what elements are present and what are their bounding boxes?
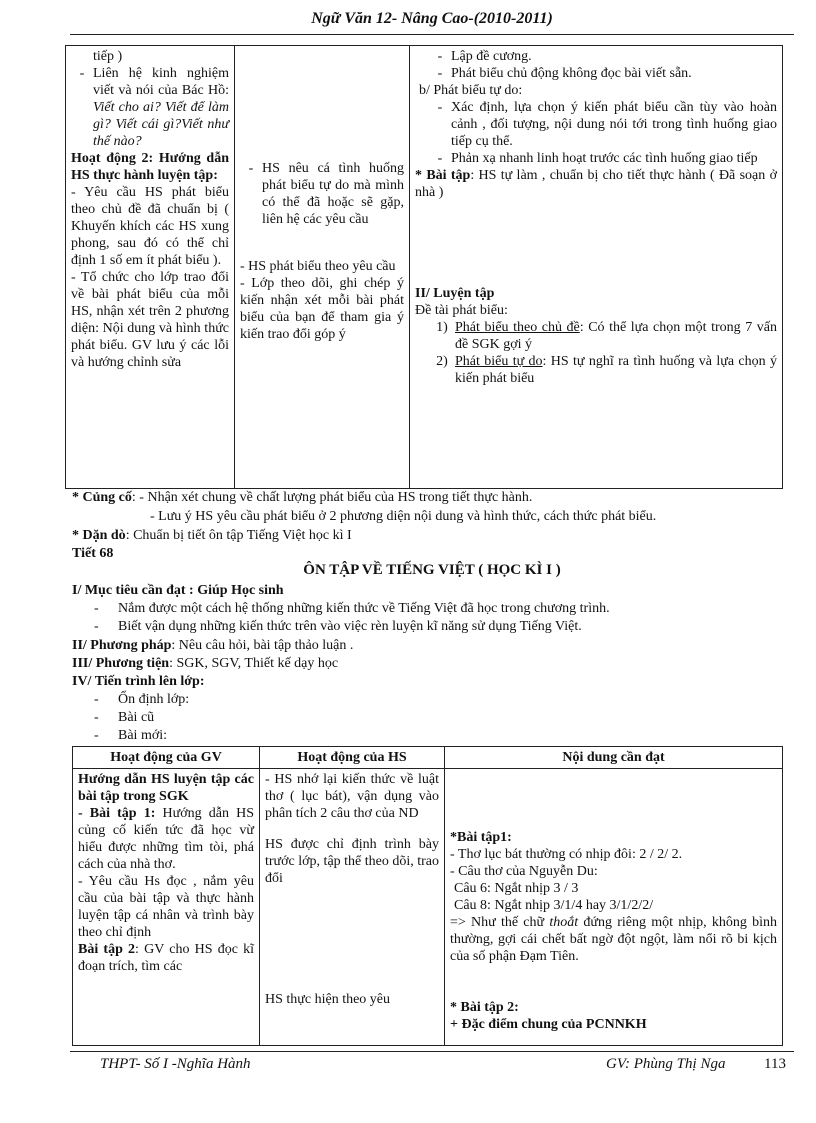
means-text: : SGK, SGV, Thiết kế dạy học [169,656,339,671]
exercise-text: : HS tự làm , chuẩn bị cho tiết thực hành ( Đã soạn ở nhà ) [415,168,777,200]
consolidate-line-2: - Lưu ý HS yêu cầu phát biểu ở 2 phương diện nội dung và hình thức, cách thức phát biểu. [150,509,657,524]
exercise-note [415,167,777,201]
list-item [415,319,777,353]
objectives-heading: I/ Mục tiêu cần đạt : Giúp Học sinh [72,583,284,598]
content-line: Câu 8: Ngắt nhịp 3/1/4 hay 3/1/2/2/ [454,898,654,913]
list-item: - Xác định, lựa chọn ý kiến phát biểu cần tùy vào hoàn cảnh , đối tượng, nội dung nói tới trong tình huống giao tiếp cụ thể. [437,100,777,149]
topic-2-title: Phát biểu tự do [455,354,543,369]
content-line: Câu 6: Ngắt nhịp 3 / 3 [454,881,579,896]
exercise-1-request: - Yêu cầu Hs đọc , nắm yêu cầu của bài tập và thực hành luyện tập cá nhân và trình bày theo chỉ định [78,874,254,940]
footer-divider [70,1051,794,1052]
italic-questions: Viết cho ai? Viết để làm gì? Viết cái gì?Viết như thế nào? [93,100,229,149]
objective-text: Biết vận dụng những kiến thức trên vào việc rèn luyện kĩ năng sử dụng Tiếng Việt. [118,619,582,634]
student-activity-1: - HS nhớ lại kiến thức về luật thơ ( lục bát), vận dụng vào phân tích 2 câu thơ của ND [265,772,439,821]
teacher-instruction-2: - Tổ chức cho lớp trao đổi về bài phát biểu của mỗi HS, nhận xét trên 2 phương diện: Nội dung và hình thức phát biểu. GV lưu ý các lỗi và hướng chỉnh sửa [71,270,229,370]
method-text: : Nêu câu hỏi, bài tập thảo luận . [171,638,354,653]
footer-teacher: GV: Phùng Thị Nga [606,1056,726,1072]
exercise-1-guidance [78,805,254,873]
method-label: II/ Phương pháp [72,638,172,653]
homework-label: * Dặn dò [72,528,126,543]
table-row [66,46,783,489]
objective-text: Nắm được một cách hệ thống những kiến thức về Tiếng Việt đã học trong chương trình. [118,601,610,616]
table-header-row [73,747,783,769]
consolidate-line-1 [72,489,532,507]
column-header: Hoạt động của GV [73,747,260,769]
italic-word: thoắt [549,915,579,930]
list-item: - HS nêu cá tình huống phát biểu tự do mà mình có thể đã hoặc sẽ gặp, liên hệ các yêu cầu [248,161,404,227]
teacher-activity-cell [73,769,260,1046]
lesson-label: Tiết 68 [72,546,114,561]
content-cell [410,46,783,489]
student-activity-1: HS nêu cá tình huống phát biểu tự do mà mình có thể đã hoặc sẽ gặp, liên hệ các yêu cầu [262,161,404,227]
topic-2-text: : HS tự nghĩ ra tình huống và lựa chọn ý kiến phát biểu [455,354,777,386]
objective-item: - Nắm được một cách hệ thống những kiến thức về Tiếng Việt đã học trong chương trình. [94,601,610,616]
student-activity-cell [235,46,410,489]
list-number: 1) [436,320,448,335]
footer-school: THPT- Số I -Nghĩa Hành [100,1056,251,1072]
exercise-2-text: : GV cho HS đọc kĩ đoạn trích, tìm các [78,942,254,974]
list-number: 2) [436,354,448,369]
exercise-label: * Bài tập [415,168,471,183]
practice-heading: II/ Luyện tập [415,286,495,301]
bullet-text: Lập đề cương. [451,49,532,64]
exercise-1-title: *Bài tập1: [450,830,512,845]
conclusion-text: => Như thế chữ [450,915,550,930]
content-line: - Câu thơ của Nguyễn Du: [450,864,598,879]
student-activity-2: - HS phát biểu theo yêu cầu [240,259,396,274]
student-activity-3: HS thực hiện theo yêu [265,992,391,1007]
list-item-text: Liên hệ kinh nghiệm viết và nói của Bác Hồ: [93,66,229,98]
bullet-text: Phản xạ nhanh linh hoạt trước các tình huống giao tiếp [451,151,758,166]
guidance-title: Hướng dẫn HS luyện tập các bài tập trong SGK [78,772,254,804]
exercise-2-guidance [78,941,254,975]
page-header-title: Ngữ Văn 12- Nâng Cao-(2010-2011) [311,10,553,27]
teacher-instruction-1: - Yêu cầu HS phát biểu theo chủ đề đã chuẩn bị ( Khuyến khích các HS xung phong, sau đó có thể chỉ định 1 số em ít phát biểu ). [71,185,229,268]
student-activity-2: HS được chỉ định trình bày trước lớp, tập thể theo dõi, trao đổi [265,837,440,886]
homework-text: : Chuẩn bị tiết ôn tập Tiếng Việt học kì I [125,528,352,543]
column-header: Hoạt động của HS [260,747,445,769]
procedure-step-text: Ổn định lớp: [118,692,190,707]
consolidate-text: : - Nhận xét chung về chất lượng phát biểu của HS trong tiết thực hành. [131,490,533,505]
content-cell [445,769,783,1046]
exercise-1-label: - Bài tập 1: [78,806,156,821]
topic-1-title: Phát biểu theo chủ đề [455,320,580,335]
activity-table-1 [65,45,783,489]
exercise-1-text: Hướng dẫn HS củng cố kiến tức đã học vừ hiểu được những tìm tòi, phá cách của nhà thơ. [78,806,254,872]
list-item: - Lập đề cương. [415,48,777,65]
sub-heading: b/ Phát biểu tự do: [419,83,523,98]
exercise-2-title: * Bài tập 2: [450,1000,519,1015]
list-item: - Liên hệ kinh nghiệm viết và nói của Bác Hồ: Viết cho ai? Viết để làm gì? Viết cái gì?Viết như thế nào? [79,66,229,149]
topic-label: Đề tài phát biểu: [415,303,508,318]
method-line [72,637,353,655]
procedure-step-text: Bài cũ [118,710,155,725]
exercise-2-label: Bài tập 2 [78,942,136,957]
table-row [73,769,783,1046]
topic-1-text: : Có thể lựa chọn một trong 7 vấn đề SGK gợi ý [455,320,778,352]
student-activity-3: - Lớp theo dõi, ghi chép ý kiến nhận xét mỗi bài phát biểu của bạn để tham gia ý kiến trao đổi góp ý [240,276,404,342]
page-number: 113 [764,1056,786,1072]
content-line: + Đặc điểm chung của PCNNKH [450,1017,647,1032]
content-conclusion [450,914,777,965]
lesson-title: ÔN TẬP VỀ TIẾNG VIỆT ( HỌC KÌ I ) [303,562,561,578]
bullet-text: Xác định, lựa chọn ý kiến phát biểu cần tùy vào hoàn cảnh , đối tượng, nội dung nói tới trong tình huống giao tiếp cụ thể. [451,100,777,149]
conclusion-text: đứng riêng một nhịp, không bình thường, gợi cái chết bất ngờ đột ngột, làm nổi rõ bi kịch của số phận Đạm Tiên. [450,915,777,964]
activity-table-2 [72,746,783,1046]
means-line [72,655,338,673]
procedure-step: - Bài cũ [94,710,155,725]
homework-line [72,527,352,545]
procedure-heading: IV/ Tiến trình lên lớp: [72,674,205,689]
list-item: - Phát biểu chủ động không đọc bài viết sẵn. [415,65,777,82]
content-line: - Thơ lục bát thường có nhịp đôi: 2 / 2/ 2. [450,847,683,862]
bullet-text: Phát biểu chủ động không đọc bài viết sẵn. [451,66,692,81]
continued-text: tiếp ) [93,49,123,64]
objective-item: - Biết vận dụng những kiến thức trên vào việc rèn luyện kĩ năng sử dụng Tiếng Việt. [94,619,582,634]
procedure-step: - Bài mới: [94,728,168,743]
header-divider [70,34,794,35]
teacher-activity-cell [66,46,235,489]
student-activity-cell [260,769,445,1046]
procedure-step: - Ổn định lớp: [94,692,190,707]
column-header: Nội dung cần đạt [445,747,783,769]
consolidate-label: * Củng cố [72,490,132,505]
procedure-step-text: Bài mới: [118,728,168,743]
activity-2-title: Hoạt động 2: Hướng dẫn HS thực hành luyện tập: [71,151,229,183]
means-label: III/ Phương tiện [72,656,170,671]
list-item [415,353,777,387]
list-item: - Phản xạ nhanh linh hoạt trước các tình huống giao tiếp [415,150,777,167]
